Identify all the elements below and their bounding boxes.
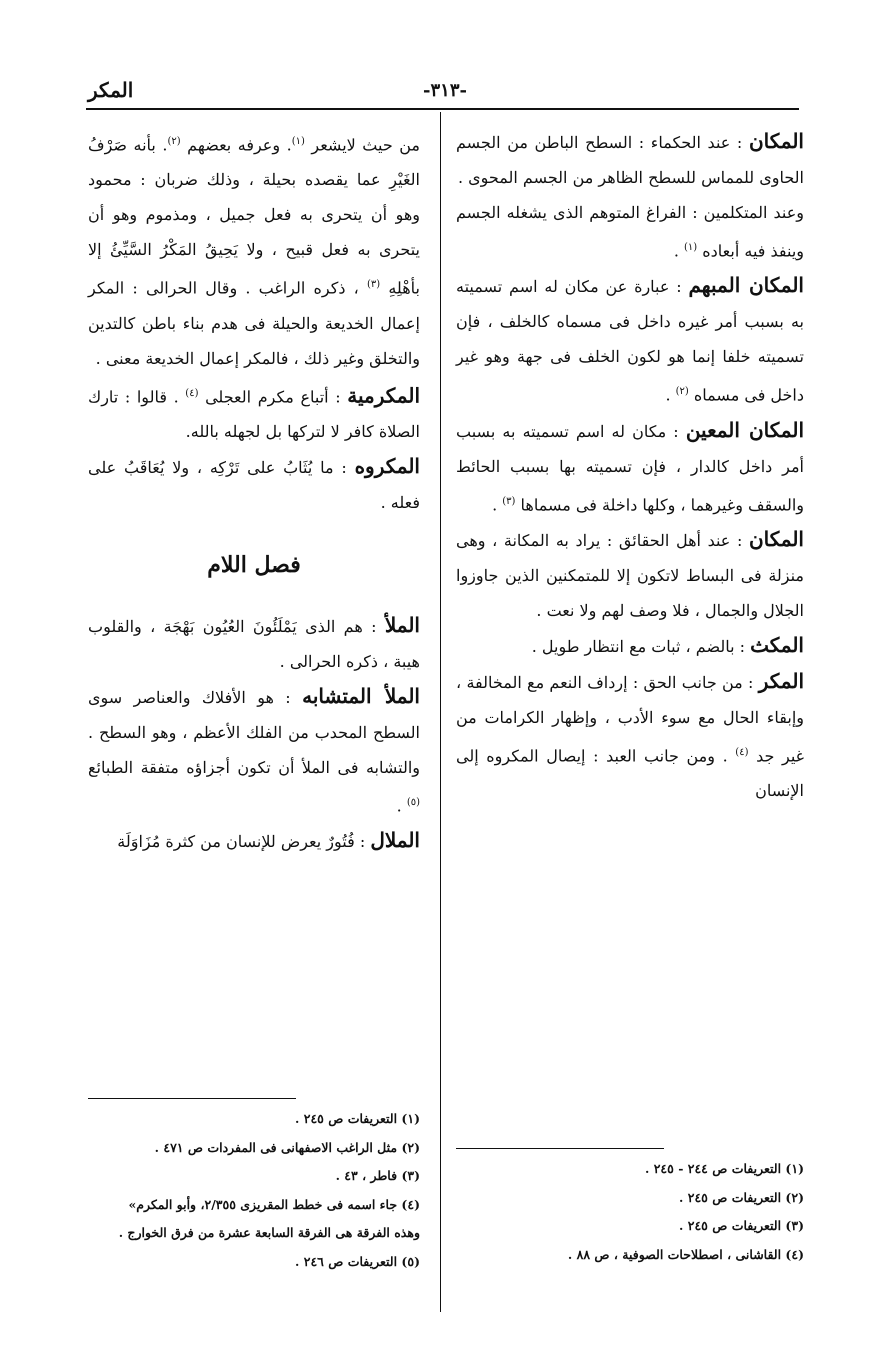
footnote: (١) التعريفات ص ٢٤٥ . (295, 1111, 420, 1126)
footnote-ref: (٢) (675, 386, 689, 398)
entry-term: الملأ (384, 612, 420, 637)
footnote-rule (88, 1098, 296, 1099)
entry-term: الملأ المتشابه (302, 683, 420, 708)
footnote-ref: (٢) (167, 136, 181, 147)
entry-makan-mubham (456, 268, 804, 412)
footnote: (١) التعريفات ص ٢٤٤ - ٢٤٥ . (644, 1161, 804, 1176)
footnote: (٤) جاء اسمه فى خطط المقريزى ٢/٣٥٥، وأبو المكرم» (128, 1196, 420, 1212)
entry-text: : مكان له اسم تسميته به بسبب أمر داخل كالدار ، فإن تسميته بها بسبب الحائط والسقف وغيرهما ، وكلها داخلة فى مسماها (456, 421, 804, 514)
entry-term: المكروه (354, 453, 420, 478)
footnote: (٢) مثل الراغب الاصفهانى فى المفردات ص ٤٧١ . (154, 1139, 420, 1155)
footnotes-left (88, 1098, 420, 1276)
entry-makan-muayyan (456, 413, 804, 522)
entry-term: المكان (748, 526, 804, 551)
entry-text: : هم الذى يَمْلَئُونَ العُيُون بَهْجَة ، والقلوب هيبة ، ذكره الحرالى . (88, 616, 420, 671)
entry-text: : بالضم ، ثبات مع انتظار طويل . (531, 636, 751, 656)
entry-text: . وعرفه بعضهم (180, 135, 292, 155)
entry-text: : ما يُثَابُ على تَرْكِه ، ولا يُعَاقَبُ على فعله . (88, 457, 420, 512)
entry-text: من حيث لايشعر (304, 135, 420, 155)
column-divider (440, 112, 441, 1312)
entry-text-end: . (673, 241, 684, 261)
footnote: (٣) فاطر ، ٤٣ . (335, 1168, 420, 1183)
page-number: -٣١٣- (423, 80, 467, 101)
entry-makan-haqaiq (456, 522, 804, 628)
entry-makr (456, 664, 804, 808)
entry-mala-mutashabih (88, 679, 420, 823)
entry-text: : هو الأفلاك والعناصر سوى السطح المحدب من الفلك الأعظم ، وهو السطح . والتشابه فى الملأ أن تكون أجزاؤه متفقة الطبائع (88, 687, 420, 777)
entry-mala (88, 608, 420, 679)
footnote: (٤) القاشانى ، اصطلاحات الصوفية ، ص ٨٨ . (567, 1246, 804, 1262)
entry-text-end: . ومن جانب العبد : إيصال المكروه إلى الإنسان (456, 746, 804, 801)
entry-term: المكث (750, 632, 804, 657)
footnote-ref: (٣) (502, 495, 516, 507)
entry-text: . بأنه صَرْفُ الغَيْرِ عما يقصده بحيلة ، وذلك ضربان : محمود وهو أن يتحرى به فعل جميل ، ومذموم وهو أن يتحرى به فعل قبيح ، ولا يَحِيقُ المَكْرُ السَّيِّئُ إلا بأهْلِهِ (88, 135, 420, 298)
entry-term: المكر (758, 668, 804, 693)
entry-text: : أتباع مكرم العجلى (198, 386, 348, 406)
footnote-ref: (٣) (366, 279, 381, 291)
entry-text: : من جانب الحق : إرداف النعم مع المخالفة ، وإبقاء الحال مع سوء الأدب ، وإظهار الكرامات من غير جد (456, 672, 805, 766)
running-header-word: المكر (88, 78, 134, 102)
entry-text: : فُتُورٌ يعرض للإنسان من كثرة مُزَاوَلَة (117, 832, 371, 852)
entry-term: المكان (748, 129, 804, 153)
entry-text: : عند أهل الحقائق : يراد به المكانة ، وهى منزلة فى البساط لاتكون إلا للمتمكنين الذين جاوزوا الجلال والجمال ، فلا وصف لهم ولا نعت . (456, 530, 804, 620)
footnote-ref: (٥) (406, 796, 420, 808)
header-rule (86, 108, 799, 110)
right-column (456, 124, 804, 808)
entry-text-end: . (665, 385, 676, 405)
entry-text-end: . (492, 494, 503, 514)
footnote-ref: (٤) (735, 746, 749, 758)
footnote: (٣) التعريفات ص ٢٤٥ . (679, 1218, 804, 1233)
entry-makth (456, 628, 804, 664)
entry-makramiyya (88, 376, 420, 449)
section-title: فصل اللام (207, 551, 301, 578)
footnote: (٥) التعريفات ص ٢٤٦ . (295, 1253, 420, 1269)
footnote-ref: (٤) (185, 387, 199, 399)
entry-text: : عند الحكماء : السطح الباطن من الجسم الحاوى للمماس للسطح الظاهر من الجسم المحوى . (456, 133, 804, 187)
footnote-ref: (١) (684, 242, 698, 253)
footnote: وهذه الفرقة هى الفرقة السابعة عشرة من فرق الخوارج . (118, 1225, 420, 1240)
entry-text: وعند المتكلمين : الفراغ المتوهم الذى يشغله الجسم وينفذ فيه أبعاده (456, 203, 804, 261)
footnote: (٢) التعريفات ص ٢٤٥ . (679, 1189, 804, 1205)
entry-term: الملال (370, 828, 420, 853)
footnote-rule (456, 1148, 664, 1149)
entry-text-end: . (396, 796, 407, 816)
entry-makr-continued (88, 124, 420, 376)
entry-term: المكان المبهم (688, 273, 804, 298)
entry-malal (88, 823, 420, 859)
entry-text: : عبارة عن مكان له اسم تسميته به بسبب أمر غيره داخل فى مسماه كالخلف ، فإن تسميته خلفا إنما هو لكون الخلف فى جهة وهو غير داخل فى مسماه (456, 277, 804, 405)
entry-text: ، ذكره الراغب . وقال الحرالى : المكر إعمال الخديعة والحيلة فى هدم بناء باطن كالتدين والتخلق وغير ذلك ، فالمكر إعمال الخديعة معنى . (88, 278, 420, 368)
entry-text-end: . قالوا : تارك الصلاة كافر لا لتركها بل لجهله بالله. (88, 386, 420, 441)
entry-term: المكان المعين (685, 417, 804, 442)
entry-makruh (88, 449, 420, 520)
entry-term: المكرمية (347, 382, 421, 407)
entry-makan-hukama (456, 124, 804, 195)
entry-makan-mutakallimin (456, 195, 804, 268)
left-column (88, 124, 420, 859)
footnote-ref: (١) (291, 136, 305, 147)
footnotes-right (456, 1148, 804, 1269)
